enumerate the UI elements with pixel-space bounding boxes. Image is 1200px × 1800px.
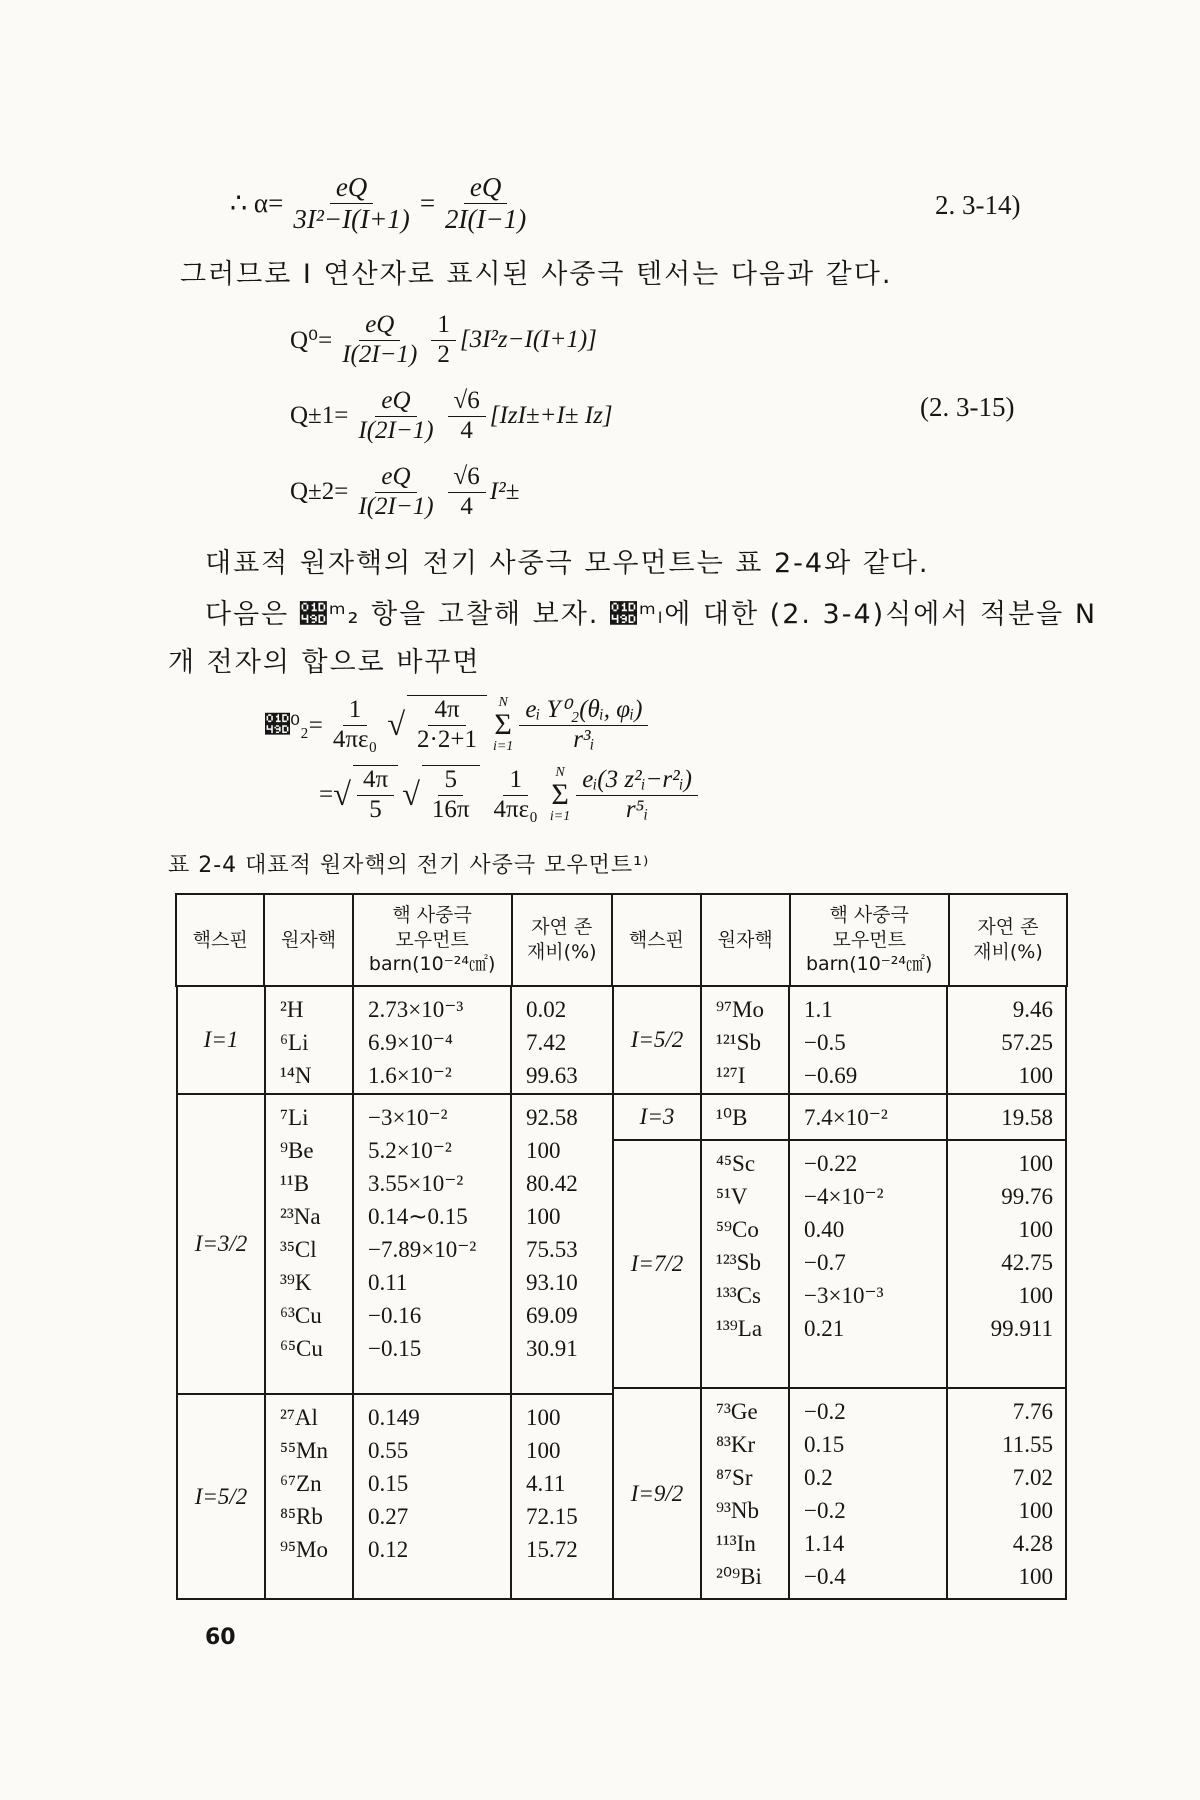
abundance-cell: 99.63 [526, 1063, 578, 1088]
denominator: I(2I−1) [342, 340, 418, 368]
moment-column [790, 1389, 948, 1598]
spin-group [612, 1095, 1067, 1141]
denominator: 5 [369, 796, 382, 823]
summation-sign: N Σ i=1 [492, 695, 514, 754]
nucleus-cell: ⁶⁵Cu [280, 1336, 323, 1361]
nucleus-cell: ⁵¹V [716, 1184, 748, 1209]
abundance-cell: 100 [1018, 1151, 1053, 1176]
b-line-2 [265, 760, 865, 830]
spin-value: I=3/2 [178, 1095, 266, 1393]
equation-b20 [265, 690, 865, 830]
coefficient [431, 311, 456, 370]
denominator: 2 [437, 340, 450, 368]
header-moment [353, 894, 512, 986]
header-moment-line2: 모우먼트 [395, 928, 469, 951]
header-moment-line2: 모우먼트 [832, 928, 906, 951]
fraction [287, 172, 416, 235]
moment-cell: 0.40 [804, 1217, 845, 1242]
right-half [612, 986, 1067, 1600]
q0-bracket: [3I²z−I(I+1)] [459, 326, 597, 353]
nucleus-cell: ²⁰⁹Bi [716, 1564, 762, 1589]
abundance-column [948, 987, 1065, 1093]
spin-value: I=9/2 [614, 1389, 702, 1598]
numerator: eQ [359, 311, 400, 341]
left-half-groups [176, 987, 612, 1600]
numerator: 4π [428, 696, 465, 726]
spin-value: I=7/2 [614, 1141, 702, 1387]
nucleus-cell: ³⁵Cl [280, 1237, 317, 1262]
numerator: eQ [375, 463, 416, 493]
abundance-cell: 72.15 [526, 1504, 578, 1529]
fraction [327, 696, 383, 755]
moment-cell: 1.14 [804, 1531, 845, 1556]
moment-cell: 0.15 [804, 1432, 845, 1457]
abundance-cell: 57.25 [1001, 1030, 1053, 1055]
header-nucleus: 원자핵 [264, 894, 352, 986]
table-body-row [176, 986, 1067, 1600]
denominator: r⁵ᵢ [625, 795, 649, 823]
paragraph-b-term-line1: 다음은 𝒝ᵐ₂ 항을 고찰해 보자. 𝒝ᵐₗ에 대한 (2. 3-4)식에서 적분을 N [205, 599, 1098, 630]
nucleus-cell: ¹³³Cs [716, 1283, 761, 1308]
denominator: I(2I−1) [358, 492, 434, 520]
nucleus-cell: ⁹⁵Mo [280, 1537, 328, 1562]
moment-cell: 6.9×10⁻⁴ [368, 1030, 453, 1055]
sqrt-sign: √ [333, 776, 351, 813]
moment-cell: 0.27 [368, 1504, 409, 1529]
quadrupole-moment-table [175, 893, 1068, 1600]
sqrt-sign: √ [387, 706, 406, 743]
abundance-cell: 11.55 [1002, 1432, 1053, 1457]
moment-column [790, 1141, 948, 1387]
spin-group [612, 1389, 1067, 1600]
abundance-cell: 30.91 [526, 1336, 578, 1361]
nucleus-cell: ⁸⁷Sr [716, 1465, 753, 1490]
nucleus-column [702, 1095, 790, 1139]
q1-bracket: [IzI±+I± Iz] [489, 402, 613, 429]
moment-cell: −0.2 [804, 1399, 846, 1424]
header-abundance-line1: 자연 존 [977, 916, 1039, 939]
abundance-cell: 75.53 [526, 1237, 578, 1262]
nucleus-cell: ¹²¹Sb [716, 1030, 761, 1055]
moment-cell: 0.149 [368, 1405, 420, 1430]
moment-cell: −0.7 [804, 1250, 846, 1275]
spin-group [612, 987, 1067, 1095]
header-abundance [949, 894, 1067, 986]
equation-2-3-14 [230, 172, 536, 235]
moment-cell: −0.15 [368, 1336, 422, 1361]
abundance-cell: 15.72 [526, 1537, 578, 1562]
nucleus-cell: ¹¹B [280, 1171, 310, 1196]
nucleus-cell: ⁹Be [280, 1138, 314, 1163]
sum-lower-limit: i=1 [549, 809, 571, 824]
nucleus-column [266, 1395, 354, 1598]
b-lhs: 𝒝⁰₂= [265, 712, 323, 739]
summation-sign: N Σ i=1 [549, 765, 571, 824]
abundance-cell: 80.42 [526, 1171, 578, 1196]
q1-lhs: Q±1= [290, 402, 349, 429]
header-nucleus: 원자핵 [701, 894, 790, 986]
sqrt-fraction [407, 695, 487, 755]
spin-group [176, 1395, 612, 1600]
spin-group [176, 987, 612, 1095]
header-moment-line1: 핵 사중극 [392, 903, 472, 926]
moment-column [354, 1095, 512, 1393]
abundance-cell: 100 [1018, 1564, 1053, 1589]
equation-2-3-15 [290, 302, 850, 530]
moment-column [790, 987, 948, 1093]
abundance-cell: 7.42 [526, 1030, 567, 1055]
header-moment-line3: barn(10⁻²⁴㎠) [805, 953, 933, 976]
moment-cell: −4×10⁻² [804, 1184, 884, 1209]
abundance-cell: 0.02 [526, 997, 567, 1022]
numerator: 1 [431, 311, 456, 341]
nucleus-cell: ¹²³Sb [716, 1250, 761, 1275]
nucleus-cell: ⁶Li [280, 1030, 309, 1055]
header-abundance [512, 894, 613, 986]
equals-sign: = [419, 188, 436, 219]
denominator: r³ᵢ [573, 725, 595, 753]
nucleus-cell: ⁶³Cu [280, 1303, 322, 1328]
spin-value: I=5/2 [614, 987, 702, 1093]
moment-column [354, 1395, 512, 1598]
header-moment [790, 894, 949, 986]
equals-sign: = [319, 781, 334, 808]
abundance-cell: 100 [1018, 1217, 1053, 1242]
numerator: 1 [503, 766, 528, 796]
fraction [352, 387, 439, 446]
abundance-cell: 100 [1018, 1063, 1053, 1088]
numerator: eQ [464, 172, 507, 204]
denominator: 2I(I−1) [445, 204, 527, 235]
numerator: eQ [375, 387, 416, 417]
numerator: 1 [343, 696, 368, 726]
moment-cell: 0.21 [804, 1316, 845, 1341]
denominator: 4πε₀ [332, 725, 378, 753]
nucleus-cell: ⁷Li [280, 1105, 309, 1130]
fraction [519, 696, 648, 755]
fraction [488, 766, 544, 825]
spin-value: I=5/2 [178, 1395, 266, 1598]
nucleus-cell: ¹⁰B [716, 1105, 748, 1130]
abundance-cell: 99.76 [1001, 1184, 1053, 1209]
denominator: 16π [431, 796, 470, 823]
numerator: √6 [448, 463, 486, 493]
moment-cell: −7.89×10⁻² [368, 1237, 477, 1262]
moment-cell: −0.16 [368, 1303, 422, 1328]
page-number: 60 [205, 1625, 236, 1650]
abundance-cell: 100 [526, 1138, 561, 1163]
nucleus-column [266, 1095, 354, 1393]
abundance-column [512, 1095, 612, 1393]
moment-cell: 5.2×10⁻² [368, 1138, 452, 1163]
nucleus-column [266, 987, 354, 1093]
denominator: 4 [460, 492, 473, 520]
nucleus-cell: ⁴⁵Sc [716, 1151, 756, 1176]
denominator: 4πε₀ [493, 795, 538, 823]
abundance-cell: 9.46 [1012, 997, 1053, 1022]
header-abundance-line2: 재비(%) [526, 941, 597, 963]
numerator: 4π [357, 766, 394, 796]
spin-group [176, 1095, 612, 1395]
moment-cell: −0.69 [804, 1063, 858, 1088]
numerator: 5 [438, 766, 463, 796]
abundance-cell: 93.10 [526, 1270, 578, 1295]
moment-cell: 1.1 [804, 997, 833, 1022]
moment-cell: 0.12 [368, 1537, 409, 1562]
moment-cell: 0.14∼0.15 [368, 1204, 468, 1229]
header-spin: 핵스핀 [176, 894, 264, 986]
abundance-column [948, 1389, 1065, 1598]
q2-lhs: Q±2= [290, 478, 349, 505]
numerator: eᵢ Y⁰₂(θᵢ, φᵢ) [519, 696, 648, 726]
table-caption: 표 2-4 대표적 원자핵의 전기 사중극 모우먼트¹⁾ [168, 853, 650, 878]
abundance-column [948, 1095, 1065, 1139]
fraction [336, 311, 423, 370]
nucleus-cell: ¹²⁷I [716, 1063, 746, 1088]
abundance-cell: 100 [526, 1438, 561, 1463]
sqrt-fraction [422, 765, 480, 825]
coefficient [448, 387, 486, 446]
header-abundance-line2: 재비(%) [973, 941, 1043, 963]
nucleus-column [702, 1141, 790, 1387]
nucleus-cell: ⁸³Kr [716, 1432, 756, 1457]
abundance-cell: 4.28 [1012, 1531, 1053, 1556]
abundance-cell: 19.58 [1001, 1105, 1053, 1130]
moment-cell: 0.2 [804, 1465, 833, 1490]
numerator: eQ [330, 172, 373, 204]
moment-cell: 0.15 [368, 1471, 409, 1496]
sqrt-fraction [353, 765, 398, 825]
nucleus-cell: ¹⁴N [280, 1063, 312, 1088]
table-header-row [176, 894, 1067, 986]
header-moment-line3: barn(10⁻²⁴㎠) [368, 953, 496, 976]
right-half-groups [612, 987, 1067, 1600]
nucleus-cell: ⁶⁷Zn [280, 1471, 322, 1496]
moment-cell: 1.6×10⁻² [368, 1063, 452, 1088]
denominator: 4 [460, 416, 473, 444]
header-moment-line1: 핵 사중극 [829, 903, 909, 926]
abundance-cell: 100 [526, 1405, 561, 1430]
moment-cell: 7.4×10⁻² [804, 1105, 888, 1130]
abundance-cell: 99.911 [990, 1316, 1053, 1341]
sum-lower-limit: i=1 [492, 739, 514, 754]
nucleus-cell: ²³Na [280, 1204, 321, 1229]
moment-cell: −0.5 [804, 1030, 846, 1055]
abundance-cell: 92.58 [526, 1105, 578, 1130]
equation-number-2-3-15: (2. 3-15) [920, 392, 1015, 422]
abundance-cell: 69.09 [526, 1303, 578, 1328]
q0-lhs: Q⁰= [290, 327, 333, 354]
abundance-cell: 100 [1018, 1498, 1053, 1523]
nucleus-cell: ⁷³Ge [716, 1399, 758, 1424]
abundance-cell: 7.02 [1012, 1465, 1053, 1490]
nucleus-cell: ⁹³Nb [716, 1498, 760, 1523]
nucleus-cell: ⁹⁷Mo [716, 997, 764, 1022]
abundance-cell: 7.76 [1012, 1399, 1053, 1424]
nucleus-column [702, 987, 790, 1093]
nucleus-cell: ⁵⁹Co [716, 1217, 759, 1242]
left-half [176, 986, 612, 1600]
moment-cell: 2.73×10⁻³ [368, 997, 464, 1022]
equation-number-2-3-14: 2. 3-14) [935, 190, 1021, 220]
denominator: 3I²−I(I+1) [293, 204, 410, 235]
abundance-column [948, 1141, 1065, 1387]
nucleus-cell: ¹¹³In [716, 1531, 756, 1556]
denominator: 2·2+1 [417, 726, 477, 753]
paragraph-b-term-line2: 개 전자의 합으로 바꾸면 [168, 647, 481, 678]
moment-column [354, 987, 512, 1093]
abundance-cell: 100 [526, 1204, 561, 1229]
nucleus-cell: ⁸⁵Rb [280, 1504, 323, 1529]
nucleus-cell: ²H [280, 997, 304, 1022]
nucleus-cell: ³⁹K [280, 1270, 312, 1295]
abundance-cell: 4.11 [526, 1471, 566, 1496]
sum-upper-limit: N [555, 765, 565, 780]
fraction [352, 463, 439, 522]
q0-line [290, 302, 850, 378]
q2-term: I²± [489, 478, 520, 505]
paragraph-table-reference: 대표적 원자핵의 전기 사중극 모우먼트는 표 2-4와 같다. [205, 548, 930, 579]
q2-line [290, 454, 850, 530]
abundance-cell: 42.75 [1001, 1250, 1053, 1275]
numerator: √6 [448, 387, 486, 417]
sqrt-sign: √ [402, 776, 420, 813]
moment-cell: −3×10⁻³ [804, 1283, 884, 1308]
nucleus-column [702, 1389, 790, 1598]
sum-upper-limit: N [498, 695, 508, 710]
fraction [439, 172, 532, 235]
moment-cell: −0.4 [804, 1564, 846, 1589]
b-line-1 [265, 690, 865, 760]
abundance-column [512, 987, 612, 1093]
q1-line [290, 378, 850, 454]
nucleus-cell: ²⁷Al [280, 1405, 318, 1430]
fraction [576, 766, 698, 825]
moment-column [790, 1095, 948, 1139]
nucleus-cell: ¹³⁹La [716, 1316, 763, 1341]
moment-cell: −3×10⁻² [368, 1105, 448, 1130]
denominator: I(2I−1) [358, 416, 434, 444]
spin-value: I=3 [614, 1095, 702, 1139]
numerator: eᵢ(3 z²ᵢ−r²ᵢ) [576, 766, 698, 796]
abundance-cell: 100 [1018, 1283, 1053, 1308]
moment-cell: −0.22 [804, 1151, 858, 1176]
moment-cell: −0.2 [804, 1498, 846, 1523]
paragraph-tensor: 그러므로 I 연산자로 표시된 사중극 텐서는 다음과 같다. [180, 259, 893, 290]
spin-value: I=1 [178, 987, 266, 1093]
header-spin: 핵스핀 [612, 894, 701, 986]
nucleus-cell: ⁵⁵Mn [280, 1438, 328, 1463]
moment-cell: 0.55 [368, 1438, 409, 1463]
eq-lhs: ∴ α= [230, 188, 284, 219]
abundance-column [512, 1395, 612, 1598]
moment-cell: 3.55×10⁻² [368, 1171, 464, 1196]
header-abundance-line1: 자연 존 [531, 916, 593, 939]
coefficient [448, 463, 486, 522]
spin-group [612, 1141, 1067, 1389]
moment-cell: 0.11 [368, 1270, 408, 1295]
